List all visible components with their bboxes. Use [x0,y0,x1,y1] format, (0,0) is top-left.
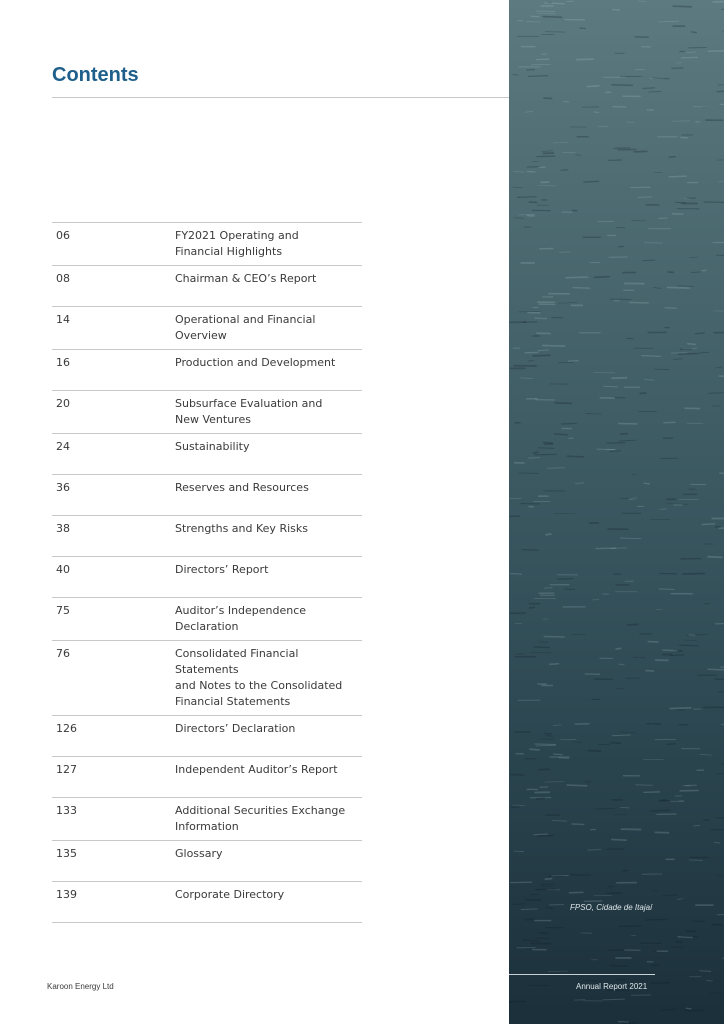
toc-section-title: Auditor’s Independence Declaration [175,604,307,633]
toc-section-title: Directors’ Declaration [175,722,296,735]
toc-page-number: 08 [56,272,70,285]
toc-page-number: 139 [56,888,77,901]
toc-section-title: Strengths and Key Risks [175,522,308,535]
toc-row[interactable] [52,307,362,350]
toc-page-number: 16 [56,356,70,369]
page-title: Contents [52,64,139,86]
toc-row[interactable] [52,434,362,475]
toc-page-number: 06 [56,229,70,242]
toc-section-title: Consolidated Financial Statements and Notes to the Consolidated Financial Statements [175,647,343,708]
toc-section-title: Directors’ Report [175,563,269,576]
footer-divider [509,974,655,975]
footer-report-title: Annual Report 2021 [576,982,648,991]
toc-page-number: 38 [56,522,70,535]
toc-row[interactable] [52,598,362,641]
toc-row[interactable] [52,641,362,716]
contents-table [52,222,362,923]
toc-row[interactable] [52,557,362,598]
footer-company: Karoon Energy Ltd [47,982,114,991]
toc-page-number: 36 [56,481,70,494]
toc-row[interactable] [52,391,362,434]
toc-row[interactable] [52,716,362,757]
toc-section-title: FY2021 Operating and Financial Highlights [175,229,299,258]
toc-section-title: Sustainability [175,440,250,453]
toc-page-number: 135 [56,847,77,860]
toc-section-title: Glossary [175,847,223,860]
toc-row[interactable] [52,266,362,307]
toc-row[interactable] [52,475,362,516]
toc-page-number: 126 [56,722,77,735]
toc-section-title: Reserves and Resources [175,481,309,494]
toc-row[interactable] [52,798,362,841]
toc-section-title: Production and Development [175,356,336,369]
toc-section-title: Additional Securities Exchange Information [175,804,346,833]
toc-row[interactable] [52,516,362,557]
toc-page-number: 76 [56,647,70,660]
ocean-photo [509,0,724,1024]
ocean-texture [509,0,724,1024]
toc-row[interactable] [52,223,362,266]
toc-row[interactable] [52,882,362,923]
toc-row[interactable] [52,350,362,391]
toc-page-number: 24 [56,440,70,453]
toc-page-number: 75 [56,604,70,617]
toc-page-number: 40 [56,563,70,576]
toc-section-title: Chairman & CEO’s Report [175,272,317,285]
toc-section-title: Subsurface Evaluation and New Ventures [175,397,323,426]
toc-page-number: 14 [56,313,70,326]
toc-section-title: Independent Auditor’s Report [175,763,338,776]
toc-section-title: Corporate Directory [175,888,285,901]
toc-row[interactable] [52,757,362,798]
title-divider [52,97,510,98]
toc-section-title: Operational and Financial Overview [175,313,316,342]
photo-caption: FPSO, Cidade de Itajaí [570,903,653,912]
toc-page-number: 133 [56,804,77,817]
toc-row[interactable] [52,841,362,882]
toc-page-number: 127 [56,763,77,776]
toc-page-number: 20 [56,397,70,410]
